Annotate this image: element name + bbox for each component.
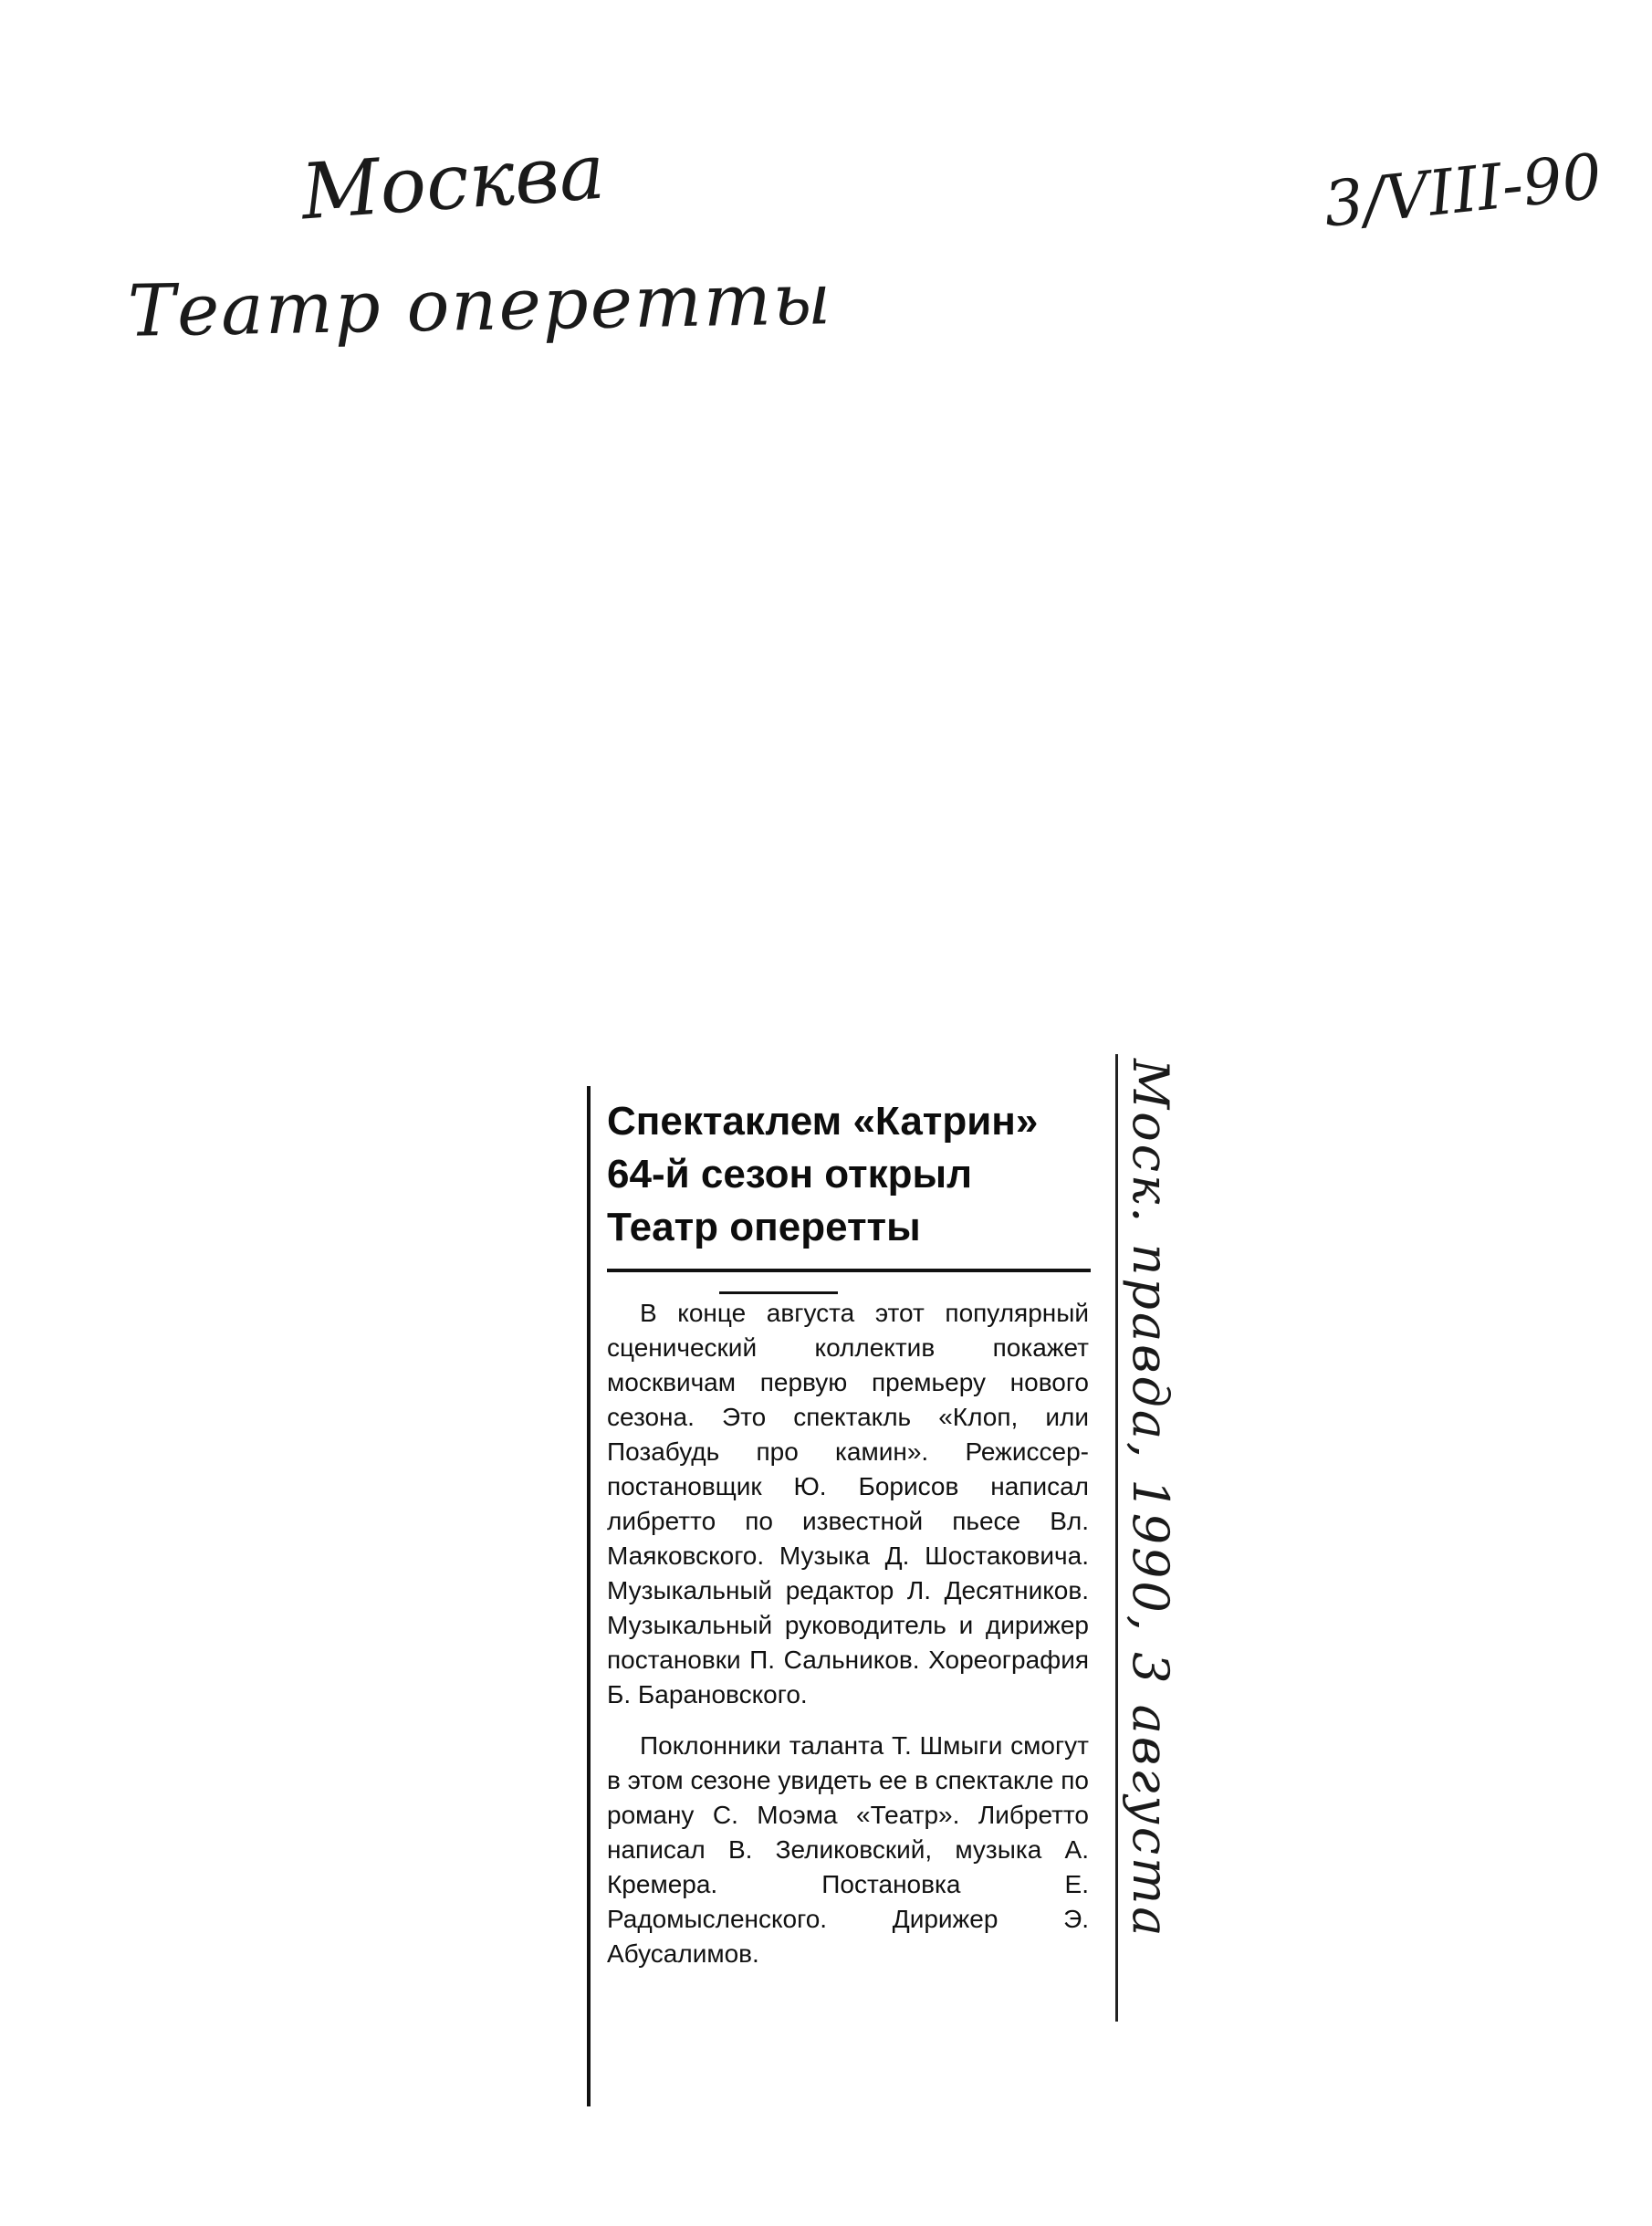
handwritten-city-note: Москва bbox=[298, 126, 608, 237]
article-body bbox=[607, 1296, 1089, 1988]
headline-line-2: 64-й сезон открыл bbox=[607, 1152, 973, 1197]
article-paragraph-2: Поклонники таланта Т. Шмыги смогут в этом сезоне увидеть ее в спектакле по роману С. Моэма «Театр». Либретто написал В. Зеликовский, музыка А. Кремера. Постановка Е. Радомысленского. Дирижер Э. Абусалимов. bbox=[607, 1731, 1089, 1968]
newspaper-clipping bbox=[587, 1086, 1098, 2108]
headline-short-rule bbox=[719, 1291, 838, 1294]
clipping-left-rule bbox=[587, 1086, 591, 2106]
handwritten-date-note: 3/VIII-90 bbox=[1320, 141, 1605, 242]
handwritten-source-note: Моск. правда, 1990, 3 августа bbox=[1122, 1059, 1179, 1939]
headline-line-3: Театр оперетты bbox=[607, 1205, 921, 1249]
article-headline bbox=[607, 1095, 1082, 1254]
headline-line-1: Спектаклем «Катрин» bbox=[607, 1099, 1039, 1144]
article-paragraph-1: В конце августа этот популярный сценический коллектив покажет москвичам первую премьеру нового сезона. Это спектакль «Клоп, или Позабудь про камин». Режиссер-постановщик Ю. Борисов написал либретто по известной пьесе Вл. Маяковского. Музыка Д. Шостаковича. Музыкальный редактор Л. Десятников. Музыкальный руководитель и дирижер постановки П. Сальников. Хореография Б. Барановского. bbox=[607, 1299, 1089, 1709]
source-note-rule bbox=[1115, 1054, 1118, 2022]
handwritten-theatre-note: Театр оперетты bbox=[127, 258, 834, 353]
headline-rule bbox=[607, 1269, 1091, 1272]
